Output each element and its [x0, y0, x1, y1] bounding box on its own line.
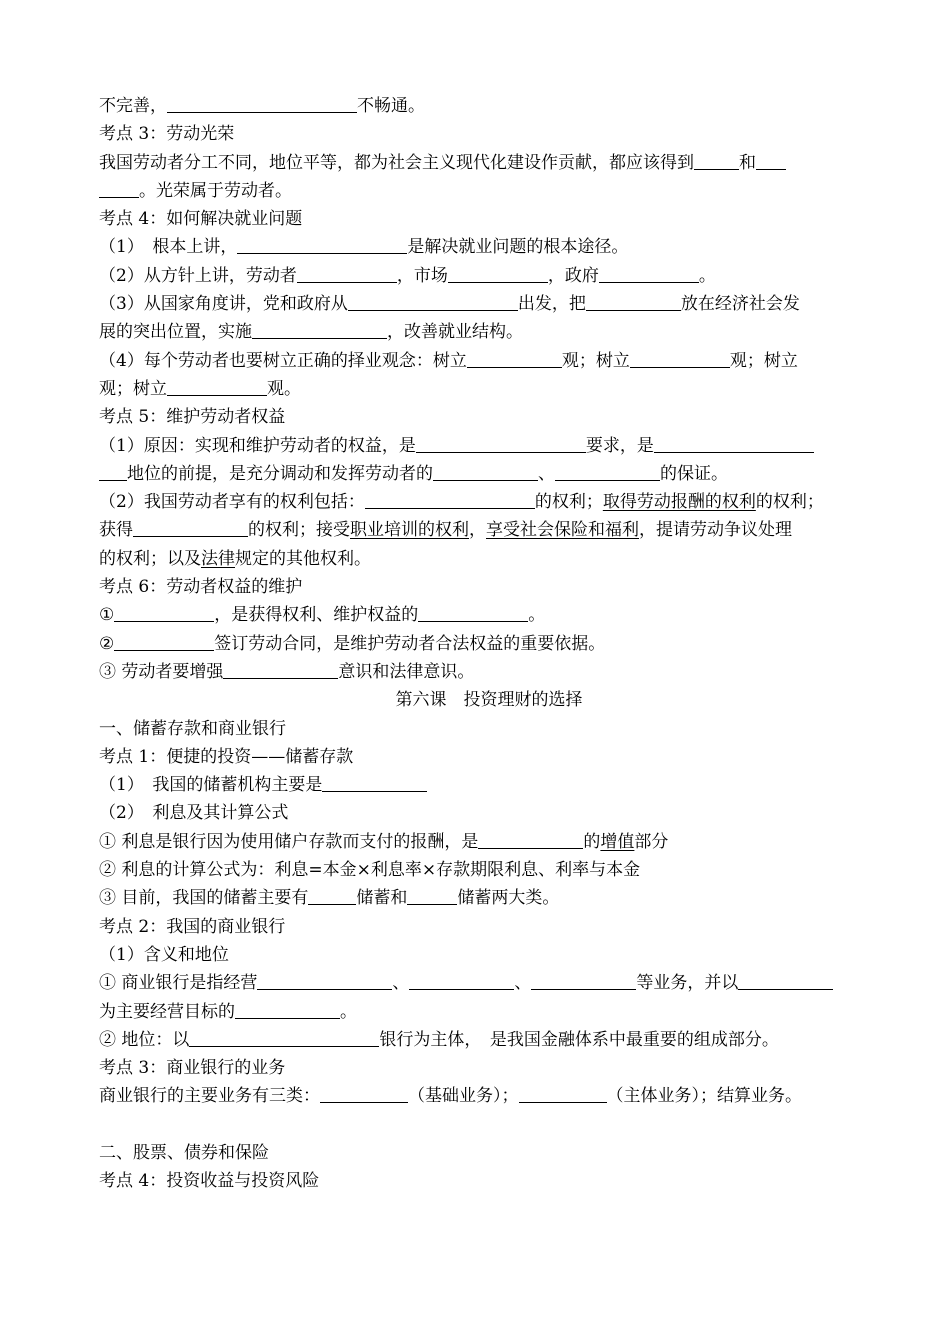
- text-line: [99, 375, 879, 403]
- text-segment: ③ 目前，我国的储蓄主要有: [99, 888, 309, 909]
- text-segment: ，是获得权利、维护权益的: [214, 605, 419, 626]
- text-segment: ① 利息是银行因为使用储户存款而支付的报酬，是: [99, 831, 479, 852]
- text-segment: ，改善就业结构。: [387, 322, 523, 343]
- text-line: [99, 488, 879, 516]
- fill-blank: [320, 1085, 408, 1103]
- text-line: [99, 715, 879, 743]
- text-segment: 、: [514, 973, 532, 994]
- text-segment: 的保证。: [660, 463, 728, 484]
- text-line: [99, 686, 879, 714]
- text-line: [99, 941, 879, 969]
- text-segment: 观；树立: [561, 350, 630, 371]
- text-segment: 考点 3：劳动光荣: [99, 124, 235, 145]
- text-segment: 考点 4：投资收益与投资风险: [99, 1171, 320, 1192]
- text-line: [99, 630, 879, 658]
- text-segment: 、: [392, 973, 410, 994]
- text-segment: 不畅通。: [357, 96, 425, 116]
- fill-blank: [223, 661, 338, 679]
- text-line: [99, 92, 879, 120]
- text-line: [99, 998, 879, 1026]
- fill-blank: [416, 435, 586, 453]
- text-line: [99, 658, 879, 686]
- fill-blank: [99, 180, 139, 198]
- text-segment: ，: [469, 520, 486, 541]
- text-segment: （2）我国劳动者享有的权利包括：: [99, 492, 365, 513]
- text-segment: ②: [99, 633, 115, 654]
- text-line: [99, 318, 879, 346]
- text-segment: 考点 5：维护劳动者权益: [99, 407, 286, 428]
- fill-blank: [252, 321, 387, 339]
- text-segment: 展的突出位置，实施: [99, 322, 252, 343]
- text-line: [99, 828, 879, 856]
- text-line: [99, 969, 879, 997]
- text-segment: ，市场: [396, 265, 448, 286]
- fill-blank: [467, 350, 562, 368]
- text-segment: 储蓄两大类。: [457, 888, 560, 909]
- spacer: [99, 1111, 879, 1139]
- text-segment: 为主要经营目标的: [99, 1001, 235, 1022]
- text-segment: 储蓄和: [356, 888, 408, 909]
- text-line: [99, 205, 879, 233]
- fill-blank: [167, 378, 267, 396]
- text-segment: 考点 1：便捷的投资——储蓄存款: [99, 746, 354, 767]
- text-line: [99, 799, 879, 827]
- text-segment: 银行为主体， 是我国金融体系中最重要的组成部分。: [379, 1029, 779, 1050]
- text-line: [99, 913, 879, 941]
- fill-blank: [519, 1085, 607, 1103]
- fill-blank: [99, 463, 127, 481]
- fill-blank: [756, 152, 786, 170]
- text-segment: （2） 利息及其计算公式: [99, 803, 289, 824]
- text-line: [99, 403, 879, 431]
- text-segment: 。: [698, 265, 716, 286]
- text-segment: （基础业务）；: [408, 1086, 519, 1107]
- text-segment: 观。: [267, 378, 301, 399]
- text-segment: ，提请劳动争议处理: [639, 520, 792, 541]
- text-line: [99, 1054, 879, 1082]
- fill-blank: [114, 604, 214, 622]
- text-line: [99, 516, 879, 544]
- fill-blank: [478, 831, 583, 849]
- fill-blank: [308, 887, 356, 905]
- text-segment: （1） 根本上讲，: [99, 237, 238, 258]
- text-line: [99, 347, 879, 375]
- underlined-text: 增值: [600, 831, 635, 852]
- text-segment: 地位的前提，是充分调动和发挥劳动者的: [127, 463, 433, 484]
- text-line: [99, 1026, 879, 1054]
- text-segment: 观；树立: [99, 378, 167, 399]
- text-segment: 。光荣属于劳动者。: [139, 180, 292, 201]
- text-line: [99, 771, 879, 799]
- fill-blank: [297, 265, 397, 283]
- text-line: [99, 120, 879, 148]
- text-segment: 商业银行的主要业务有三类：: [99, 1086, 320, 1107]
- text-segment: ② 利息的计算公式为：利息=本金×利息率×存款期限利息、利率与本金: [99, 860, 641, 881]
- fill-blank: [555, 463, 660, 481]
- text-segment: 意识和法律意识。: [338, 661, 475, 682]
- fill-blank: [348, 293, 518, 311]
- text-line: [99, 262, 879, 290]
- fill-blank: [433, 463, 538, 481]
- text-segment: 和: [739, 152, 756, 173]
- text-line: [99, 1082, 879, 1110]
- text-segment: （主体业务）；结算业务。: [606, 1086, 802, 1107]
- text-line: [99, 884, 879, 912]
- text-segment: （1）原因：实现和维护劳动者的权益，是: [99, 435, 416, 456]
- text-line: [99, 1139, 879, 1167]
- fill-blank: [418, 604, 528, 622]
- text-segment: 获得: [99, 520, 133, 541]
- fill-blank: [235, 1001, 340, 1019]
- text-segment: 不完善，: [99, 96, 167, 116]
- text-segment: 考点 6：劳动者权益的维护: [99, 577, 303, 598]
- text-segment: ①: [99, 605, 115, 626]
- underlined-text: 职业培训的权利: [350, 520, 469, 541]
- text-segment: 的: [583, 831, 601, 852]
- text-line: [99, 460, 879, 488]
- text-segment: 等业务，并以: [636, 973, 739, 994]
- text-segment: ② 地位：以: [99, 1029, 190, 1050]
- text-segment: 签订劳动合同，是维护劳动者合法权益的重要依据。: [214, 633, 606, 654]
- text-segment: 考点 4：如何解决就业问题: [99, 209, 303, 230]
- text-line: [99, 149, 879, 177]
- fill-blank: [586, 293, 681, 311]
- fill-blank: [409, 972, 514, 990]
- underlined-text: 取得劳动报酬的权利: [602, 492, 756, 513]
- underlined-text: 享受社会保险和福利: [486, 520, 639, 541]
- fill-blank: [365, 491, 535, 509]
- text-segment: 规定的其他权利。: [235, 548, 371, 569]
- text-segment: （2）从方针上讲，劳动者: [99, 265, 297, 286]
- text-segment: （4）每个劳动者也要树立正确的择业观念：树立: [99, 350, 467, 371]
- text-line: [99, 743, 879, 771]
- text-segment: 。: [340, 1001, 357, 1022]
- text-line: [99, 177, 879, 205]
- fill-blank: [531, 972, 636, 990]
- text-segment: 要求，是: [585, 435, 654, 456]
- fill-blank: [189, 1029, 379, 1047]
- text-line: [99, 573, 879, 601]
- text-segment: 一、储蓄存款和商业银行: [99, 718, 286, 739]
- fill-blank: [133, 519, 248, 537]
- text-segment: （1） 我国的储蓄机构主要是: [99, 775, 323, 796]
- fill-blank: [322, 774, 427, 792]
- underlined-text: 法律: [201, 548, 235, 569]
- text-segment: ① 商业银行是指经营: [99, 973, 258, 994]
- fill-blank: [630, 350, 730, 368]
- text-segment: 的权利；: [534, 492, 603, 513]
- text-line: [99, 233, 879, 261]
- fill-blank: [738, 972, 833, 990]
- fill-blank: [599, 265, 699, 283]
- text-line: [99, 432, 879, 460]
- text-segment: 的权利；: [755, 492, 824, 513]
- text-segment: 观；树立: [729, 350, 798, 371]
- fill-blank: [257, 972, 392, 990]
- text-segment: 。: [528, 605, 546, 626]
- text-segment: ③ 劳动者要增强: [99, 661, 224, 682]
- text-segment: 二、股票、债券和保险: [99, 1142, 269, 1163]
- fill-blank: [114, 633, 214, 651]
- text-segment: ，政府: [547, 265, 599, 286]
- text-segment: 考点 2：我国的商业银行: [99, 916, 286, 937]
- text-line: [99, 1167, 879, 1195]
- text-segment: 是解决就业问题的根本途径。: [407, 237, 629, 258]
- text-segment: 、: [538, 463, 555, 484]
- fill-blank: [448, 265, 548, 283]
- text-segment: 我国劳动者分工不同，地位平等，都为社会主义现代化建设作贡献，都应该得到: [99, 152, 694, 173]
- fill-blank: [654, 435, 814, 453]
- text-segment: （1）含义和地位: [99, 944, 229, 965]
- text-segment: 放在经济社会发: [680, 294, 800, 315]
- text-line: [99, 545, 879, 573]
- text-segment: 部分: [634, 831, 669, 852]
- fill-blank: [167, 95, 357, 113]
- document-body: [99, 92, 879, 1196]
- text-segment: 第六课 投资理财的选择: [395, 690, 583, 711]
- text-line: [99, 290, 879, 318]
- text-line: [99, 856, 879, 884]
- text-segment: 的权利；接受: [248, 520, 350, 541]
- text-segment: （3）从国家角度讲，党和政府从: [99, 294, 348, 315]
- fill-blank: [694, 152, 739, 170]
- fill-blank: [237, 236, 407, 254]
- text-segment: 的权利；以及: [99, 548, 201, 569]
- fill-blank: [407, 887, 457, 905]
- text-segment: 考点 3：商业银行的业务: [99, 1058, 286, 1079]
- text-line: [99, 601, 879, 629]
- text-segment: 出发，把: [517, 294, 586, 315]
